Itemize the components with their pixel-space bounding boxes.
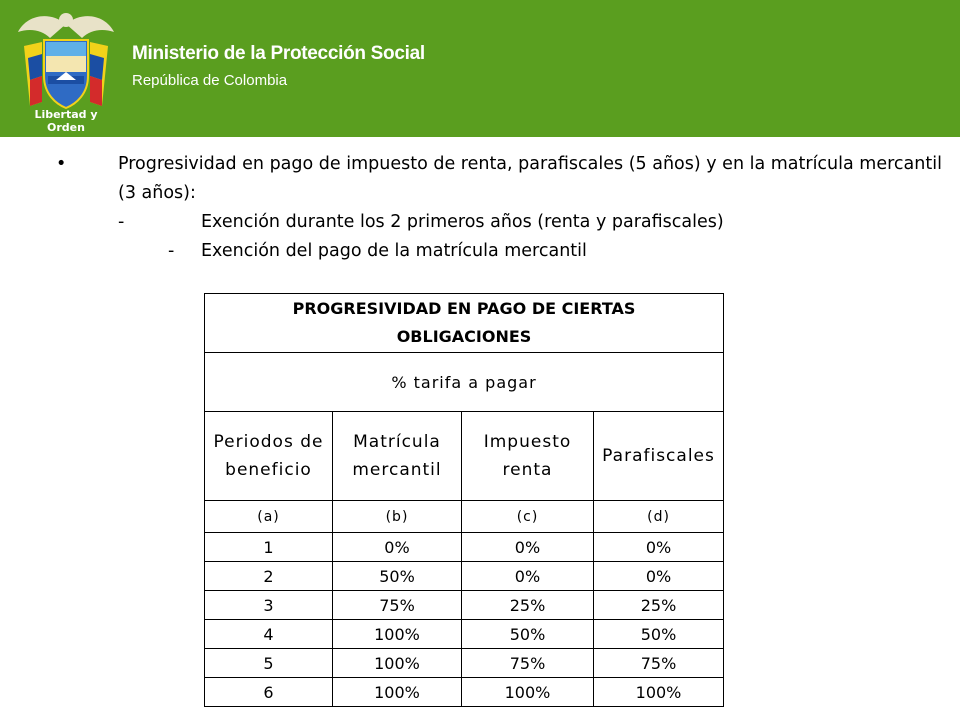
table-cell: 100% bbox=[333, 678, 462, 707]
table-cell: 0% bbox=[462, 533, 594, 562]
column-letter: (c) bbox=[462, 501, 594, 533]
table-cell: 25% bbox=[594, 591, 724, 620]
table-cell: 100% bbox=[333, 620, 462, 649]
table-cell: 75% bbox=[594, 649, 724, 678]
sub-item-dash: - bbox=[168, 241, 175, 261]
table-cell: 0% bbox=[462, 562, 594, 591]
column-letter: (a) bbox=[205, 501, 333, 533]
table-subtitle: % tarifa a pagar bbox=[205, 353, 724, 412]
table-row bbox=[205, 620, 724, 649]
table-cell: 75% bbox=[462, 649, 594, 678]
table-cell: 5 bbox=[205, 649, 333, 678]
table-cell: 0% bbox=[594, 533, 724, 562]
sub-item-text: Exención del pago de la matrícula mercantil bbox=[201, 241, 587, 261]
table-row bbox=[205, 649, 724, 678]
column-header: Periodos de beneficio bbox=[205, 412, 333, 501]
table-cell: 50% bbox=[462, 620, 594, 649]
column-letter-row bbox=[205, 501, 724, 533]
country-name: República de Colombia bbox=[132, 72, 288, 89]
table-cell: 1 bbox=[205, 533, 333, 562]
table-cell: 2 bbox=[205, 562, 333, 591]
table-title: PROGRESIVIDAD EN PAGO DE CIERTAS OBLIGACIONES bbox=[205, 294, 724, 353]
table-cell: 75% bbox=[333, 591, 462, 620]
table-cell: 50% bbox=[333, 562, 462, 591]
table-cell: 6 bbox=[205, 678, 333, 707]
bullet-text: Progresividad en pago de impuesto de renta, parafiscales (5 años) y en la matrícula mercantil (3 años): bbox=[118, 154, 942, 203]
table-cell: 3 bbox=[205, 591, 333, 620]
column-header: Impuesto renta bbox=[462, 412, 594, 501]
table-cell: 4 bbox=[205, 620, 333, 649]
table-row bbox=[205, 533, 724, 562]
sub-item-text: Exención durante los 2 primeros años (renta y parafiscales) bbox=[201, 212, 724, 232]
ministry-name: Ministerio de la Protección Social bbox=[132, 43, 425, 64]
motto-ribbon: Libertad y Orden bbox=[34, 108, 98, 134]
table-cell: 100% bbox=[462, 678, 594, 707]
bullet-point: • bbox=[56, 154, 67, 174]
table-cell: 100% bbox=[333, 649, 462, 678]
sub-item-dash: - bbox=[118, 212, 125, 232]
table-cell: 100% bbox=[594, 678, 724, 707]
header-band bbox=[0, 0, 960, 137]
table-header-row bbox=[205, 412, 724, 501]
table-cell: 25% bbox=[462, 591, 594, 620]
table-row bbox=[205, 678, 724, 707]
column-header: Parafiscales bbox=[594, 412, 724, 501]
column-letter: (d) bbox=[594, 501, 724, 533]
obligations-table bbox=[204, 293, 724, 707]
column-header: Matrícula mercantil bbox=[333, 412, 462, 501]
table-cell: 50% bbox=[594, 620, 724, 649]
table-cell: 0% bbox=[594, 562, 724, 591]
table-row bbox=[205, 562, 724, 591]
column-letter: (b) bbox=[333, 501, 462, 533]
table-row bbox=[205, 591, 724, 620]
table-cell: 0% bbox=[333, 533, 462, 562]
